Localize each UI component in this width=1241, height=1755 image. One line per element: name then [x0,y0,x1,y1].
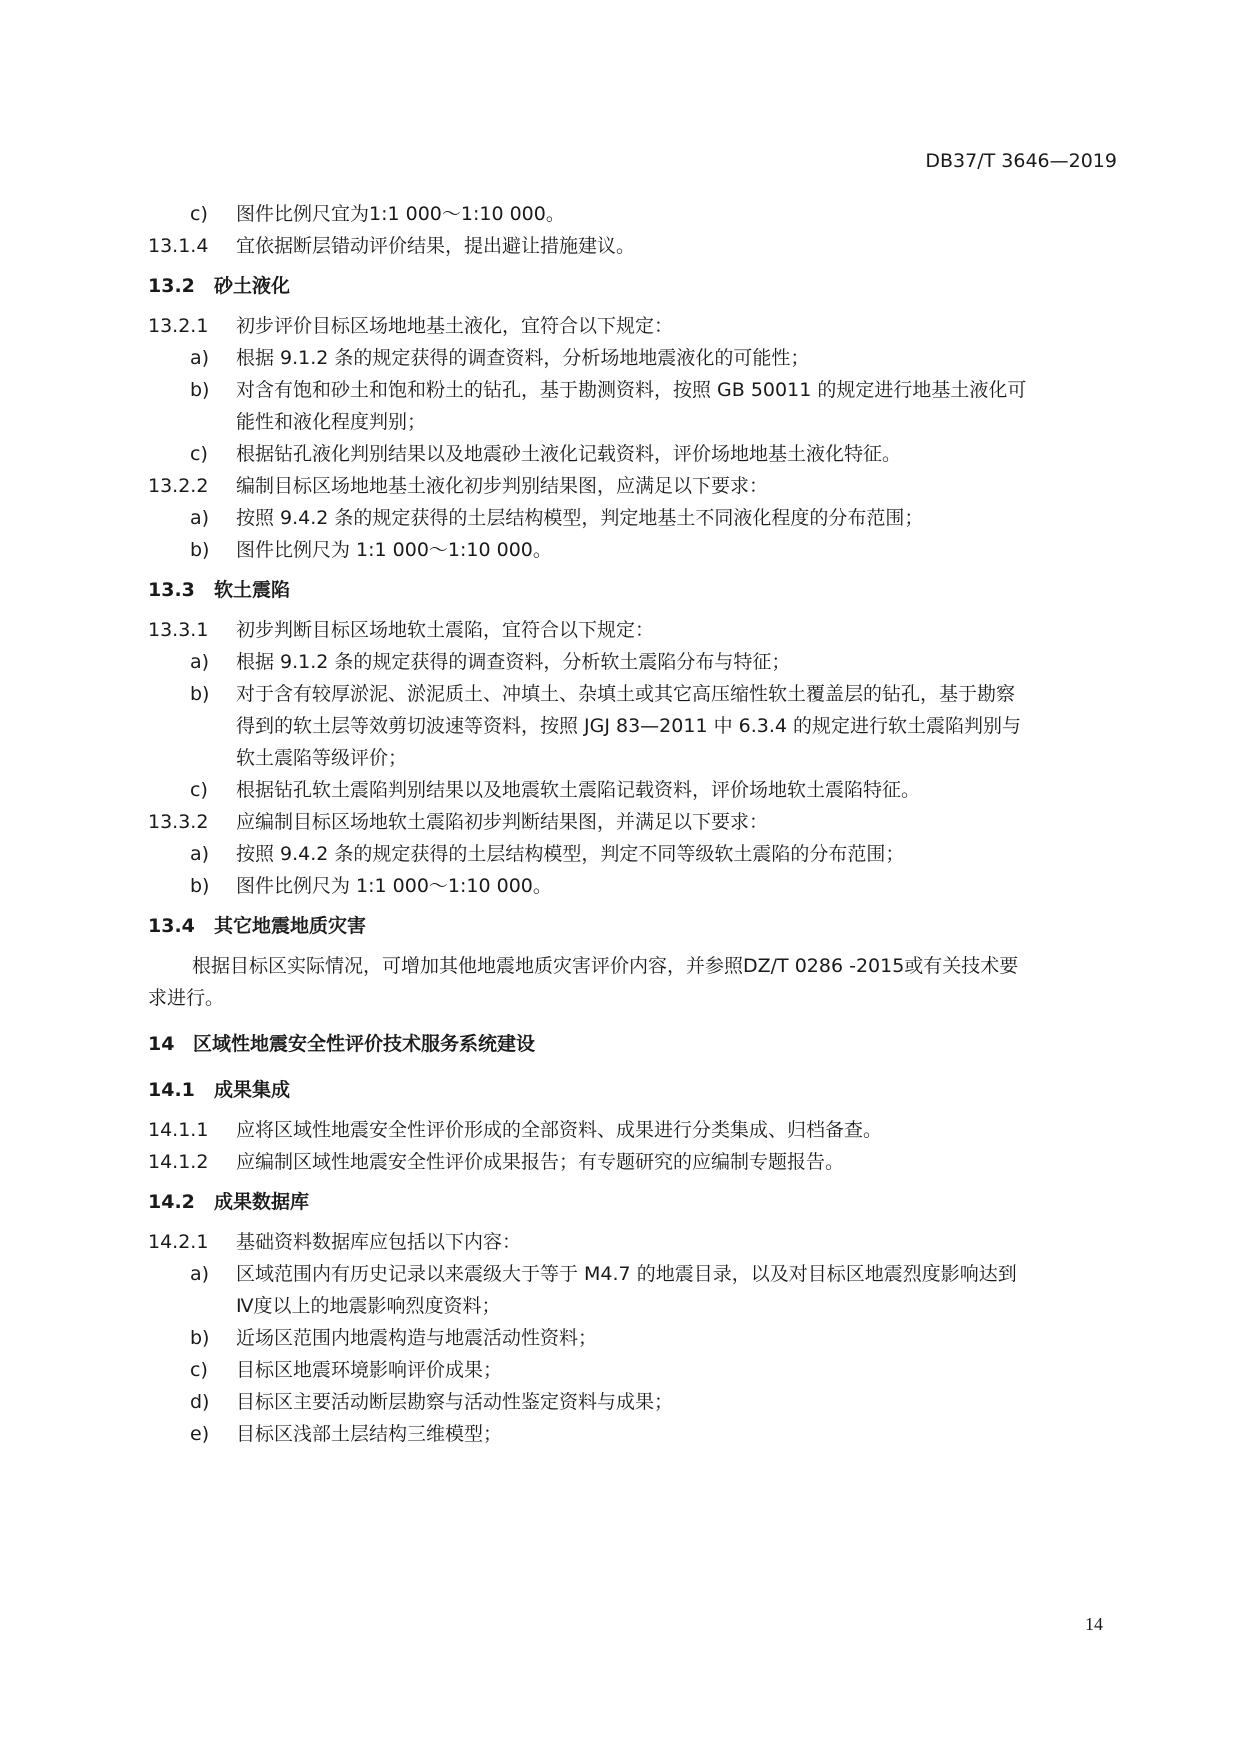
list-item-marker: a) [190,347,210,369]
chapter-title: 区域性地震安全性评价技术服务系统建设 [193,1033,536,1055]
list-item-marker: a) [190,651,210,673]
list-item [148,198,1118,230]
continuation-text: Ⅳ度以上的地震影响烈度资料； [236,1295,501,1317]
list-item-marker: c) [190,443,208,465]
section-heading [148,270,1118,302]
list-item-marker: c) [190,203,208,225]
list-item-text: 根据 9.1.2 条的规定获得的调查资料，分析场地地震液化的可能性； [236,347,810,369]
clause-number: 13.1.4 [148,235,209,257]
section-number: 13.2 [148,275,195,297]
list-item-text: 按照 9.4.2 条的规定获得的土层结构模型，判定不同等级软土震陷的分布范围； [236,843,905,865]
list-item-marker: c) [190,1359,208,1381]
list-item-text: 对于含有较厚淤泥、淤泥质土、冲填土、杂填土或其它高压缩性软土覆盖层的钻孔，基于勘察 [236,683,1016,705]
clause-number: 13.2.1 [148,315,209,337]
clause-number: 13.3.2 [148,811,209,833]
clause-number: 14.2.1 [148,1231,209,1253]
list-item-text: 图件比例尺为 1:1 000～1:10 000。 [236,539,552,561]
list-item [148,838,1118,870]
clause [148,614,1118,646]
clause-text: 应编制区域性地震安全性评价成果报告；有专题研究的应编制专题报告。 [236,1151,845,1173]
paragraph-line [148,982,1118,1014]
list-item-continuation [148,710,1118,742]
chapter-number: 14 [148,1033,175,1055]
clause-number: 14.1.2 [148,1151,209,1173]
list-item-marker: a) [190,843,210,865]
section-number: 13.3 [148,579,195,601]
list-item-continuation [148,742,1118,774]
clause-text: 宜依据断层错动评价结果，提出避让措施建议。 [236,235,636,257]
clause-number: 14.1.1 [148,1119,209,1141]
list-item [148,1418,1118,1450]
list-item [148,1386,1118,1418]
section-title: 其它地震地质灾害 [214,915,367,937]
paragraph-line [148,950,1118,982]
clause [148,230,1118,262]
list-item [148,678,1118,710]
list-item [148,374,1118,406]
clause-text: 初步评价目标区场地地基土液化，宜符合以下规定： [236,315,674,337]
list-item-text: 区域范围内有历史记录以来震级大于等于 M4.7 的地震目录，以及对目标区地震烈度影响达到 [236,1263,1017,1285]
section-title: 成果集成 [214,1079,291,1101]
list-item-text: 对含有饱和砂土和饱和粉土的钻孔，基于勘测资料，按照 GB 50011 的规定进行地基土液化可 [236,379,1027,401]
clause [148,1226,1118,1258]
list-item-text: 目标区浅部土层结构三维模型； [236,1423,503,1445]
clause-text: 应将区域性地震安全性评价形成的全部资料、成果进行分类集成、归档备查。 [236,1119,883,1141]
list-item-text: 按照 9.4.2 条的规定获得的土层结构模型，判定地基土不同液化程度的分布范围； [236,507,924,529]
paragraph-text: 根据目标区实际情况，可增加其他地震地质灾害评价内容，并参照DZ/T 0286 -2015或有关技术要 [192,955,1019,977]
list-item-text: 近场区范围内地震构造与地震活动性资料； [236,1327,598,1349]
continuation-text: 软土震陷等级评价； [236,747,408,769]
list-item [148,1322,1118,1354]
list-item-text: 根据钻孔液化判别结果以及地震砂土液化记载资料，评价场地地基土液化特征。 [236,443,902,465]
section-number: 14.2 [148,1191,195,1213]
section-title: 成果数据库 [214,1191,310,1213]
page-number: 14 [1085,1614,1103,1634]
list-item-continuation [148,406,1118,438]
list-item-marker: b) [190,539,210,561]
section-title: 砂土液化 [214,275,291,297]
list-item [148,1354,1118,1386]
list-item-text: 根据 9.1.2 条的规定获得的调查资料，分析软土震陷分布与特征； [236,651,791,673]
list-item-text: 图件比例尺为 1:1 000～1:10 000。 [236,875,552,897]
section-title: 软土震陷 [214,579,291,601]
section-heading [148,1074,1118,1106]
clause-text: 初步判断目标区场地软土震陷，宜符合以下规定： [236,619,655,641]
list-item-marker: d) [190,1391,210,1413]
list-item-text: 图件比例尺宜为1:1 000～1:10 000。 [236,203,565,225]
list-item-text: 目标区主要活动断层勘察与活动性鉴定资料与成果； [236,1391,674,1413]
list-item-marker: b) [190,875,210,897]
clause [148,310,1118,342]
list-item-marker: e) [190,1423,210,1445]
list-item [148,438,1118,470]
section-heading [148,574,1118,606]
section-heading [148,910,1118,942]
list-item-marker: b) [190,379,210,401]
continuation-text: 得到的软土层等效剪切波速等资料，按照 JGJ 83—2011 中 6.3.4 的规定进行软土震陷判别与 [236,715,1022,737]
list-item [148,1258,1118,1290]
list-item [148,534,1118,566]
chapter-heading [148,1028,1118,1060]
list-item-marker: a) [190,507,210,529]
section-number: 13.4 [148,915,195,937]
clause [148,470,1118,502]
clause-text: 基础资料数据库应包括以下内容： [236,1231,522,1253]
continuation-text: 能性和液化程度判别； [236,411,427,433]
list-item-marker: b) [190,683,210,705]
clause-number: 13.3.1 [148,619,209,641]
list-item [148,502,1118,534]
clause [148,1146,1118,1178]
clause-text: 编制目标区场地地基土液化初步判别结果图，应满足以下要求： [236,475,769,497]
clause-text: 应编制目标区场地软土震陷初步判断结果图，并满足以下要求： [236,811,769,833]
list-item-marker: b) [190,1327,210,1349]
clause [148,1114,1118,1146]
section-number: 14.1 [148,1079,195,1101]
clause-number: 13.2.2 [148,475,209,497]
list-item [148,774,1118,806]
document-code: DB37/T 3646—2019 [925,150,1117,172]
list-item [148,342,1118,374]
list-item [148,870,1118,902]
list-item-marker: c) [190,779,208,801]
clause [148,806,1118,838]
list-item-text: 目标区地震环境影响评价成果； [236,1359,503,1381]
list-item-marker: a) [190,1263,210,1285]
document-body [148,198,1118,1450]
list-item [148,646,1118,678]
paragraph-text: 求进行。 [148,987,225,1009]
list-item-text: 根据钻孔软土震陷判别结果以及地震软土震陷记载资料，评价场地软土震陷特征。 [236,779,921,801]
section-heading [148,1186,1118,1218]
list-item-continuation [148,1290,1118,1322]
